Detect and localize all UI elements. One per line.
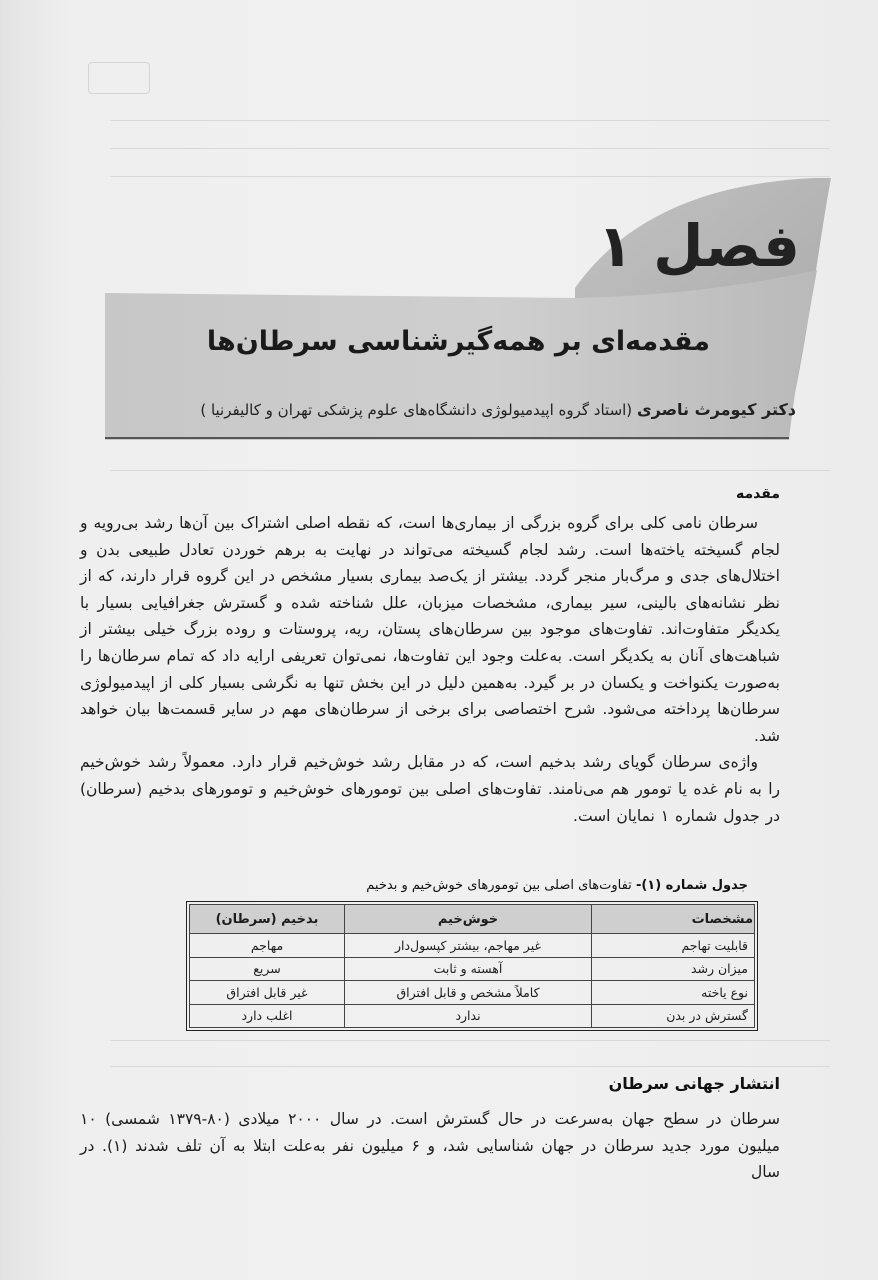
table-cell: سریع [190, 957, 345, 981]
spread-body [80, 1106, 780, 1186]
table-caption-number: جدول شماره (۱)- [635, 878, 748, 893]
table-cell: اغلب دارد [190, 1004, 345, 1028]
table-cell: گسترش در بدن [592, 1004, 755, 1028]
table-cell: مهاجم [190, 934, 345, 958]
spread-paragraph: سرطان در سطح جهان به‌سرعت در حال گسترش است. در سال ۲۰۰۰ میلادی (۸۰-۱۳۷۹ شمسی) ۱۰ میلیون مورد جدید سرطان در جهان شناسایی شد، و ۶ میلیون نفر به‌علت ابتلا به آن تلف شدند (۱). در سال [80, 1110, 780, 1182]
header-malignant: بدخیم (سرطان) [190, 905, 345, 934]
table-row [190, 1004, 755, 1028]
header-feature: مشخصات [592, 905, 755, 934]
chapter-number-title: فصل ۱ [597, 212, 800, 280]
table-cell: ندارد [345, 1004, 592, 1028]
author-affiliation: (استاد گروه اپیدمیولوژی دانشگاه‌های علوم پزشکی تهران و کالیفرنیا ) [200, 401, 633, 419]
chapter-main-title: مقدمه‌ای بر همه‌گیرشناسی سرطان‌ها [206, 326, 710, 357]
table-row [190, 957, 755, 981]
table-caption-text: تفاوت‌های اصلی بین تومورهای خوش‌خیم و بدخیم [366, 878, 636, 893]
table-header-row [190, 905, 755, 934]
intro-paragraph-1: سرطان نامی کلی برای گروه بزرگی از بیماری‌ها است، که نقطه اصلی اشتراک بین آن‌ها رشد بی‌رویه و لجام گسیخته یاخته‌ها است. رشد لجام گسیخته می‌تواند در نهایت به برهم خوردن تعادل طبیعی بدن و اختلال‌های جدی و مرگ‌بار منجر گردد. بیشتر از یک‌صد بیماری بسیار مشخص در این گروه قرار دارند، که از نظر نشانه‌های بالینی، سیر بیماری، مشخصات میزبان، علل شناخته شده و گسترش جغرافیایی بسیار با یکدیگر متفاوت‌اند. تفاوت‌های موجود بین سرطان‌های پستان، ریه، پروستات و روده بزرگ خیلی بیشتر از شباهت‌های آنان به یکدیگر است. به‌علت وجود این تفاوت‌ها، نمی‌توان تعریفی ارایه داد که تمام سرطان‌ها را به‌صورت یکنواخت و یکسان در بر گیرد. به‌همین دلیل در این بخش تنها به نگرشی بسیار کلی از اپیدمیولوژی سرطان‌ها پرداخته می‌شود. شرح اختصاصی برای برخی از سرطان‌های مهم در سایر قسمت‌ها بیان خواهد شد. [80, 514, 780, 745]
ghost-page-number-box [88, 62, 150, 94]
ghost-line [110, 470, 830, 471]
table-cell: آهسته و ثابت [345, 957, 592, 981]
comparison-table-frame [186, 901, 758, 1031]
intro-heading: مقدمه [736, 486, 780, 502]
table-cell: قابلیت تهاجم [592, 934, 755, 958]
spread-heading: انتشار جهانی سرطان [608, 1074, 780, 1093]
author-name: دکتر کیومرث ناصری [636, 400, 796, 419]
ghost-line [110, 1040, 830, 1041]
table-cell: غیر مهاجم، بیشتر کپسول‌دار [345, 934, 592, 958]
table-row [190, 934, 755, 958]
table-cell: نوع یاخته [592, 981, 755, 1005]
ghost-line [110, 120, 830, 121]
ghost-line [110, 148, 830, 149]
header-benign: خوش‌خیم [345, 905, 592, 934]
table-cell: کاملاً مشخص و قابل افتراق [345, 981, 592, 1005]
table-caption [366, 878, 748, 893]
intro-body [80, 510, 780, 829]
ghost-line [110, 1066, 830, 1067]
intro-paragraph-2: واژه‌ی سرطان گویای رشد بدخیم است، که در مقابل رشد خوش‌خیم قرار دارد. معمولاً رشد خوش‌خیم را به نام غده یا تومور هم می‌نامند. تفاوت‌های اصلی بین تومورهای خوش‌خیم و تومورهای بدخیم (سرطان) در جدول شماره ۱ نمایان است. [80, 753, 780, 825]
table-row [190, 981, 755, 1005]
table-cell: میزان رشد [592, 957, 755, 981]
comparison-table [189, 904, 755, 1028]
ghost-line [110, 176, 830, 177]
author-line [200, 400, 796, 419]
table-cell: غیر قابل افتراق [190, 981, 345, 1005]
